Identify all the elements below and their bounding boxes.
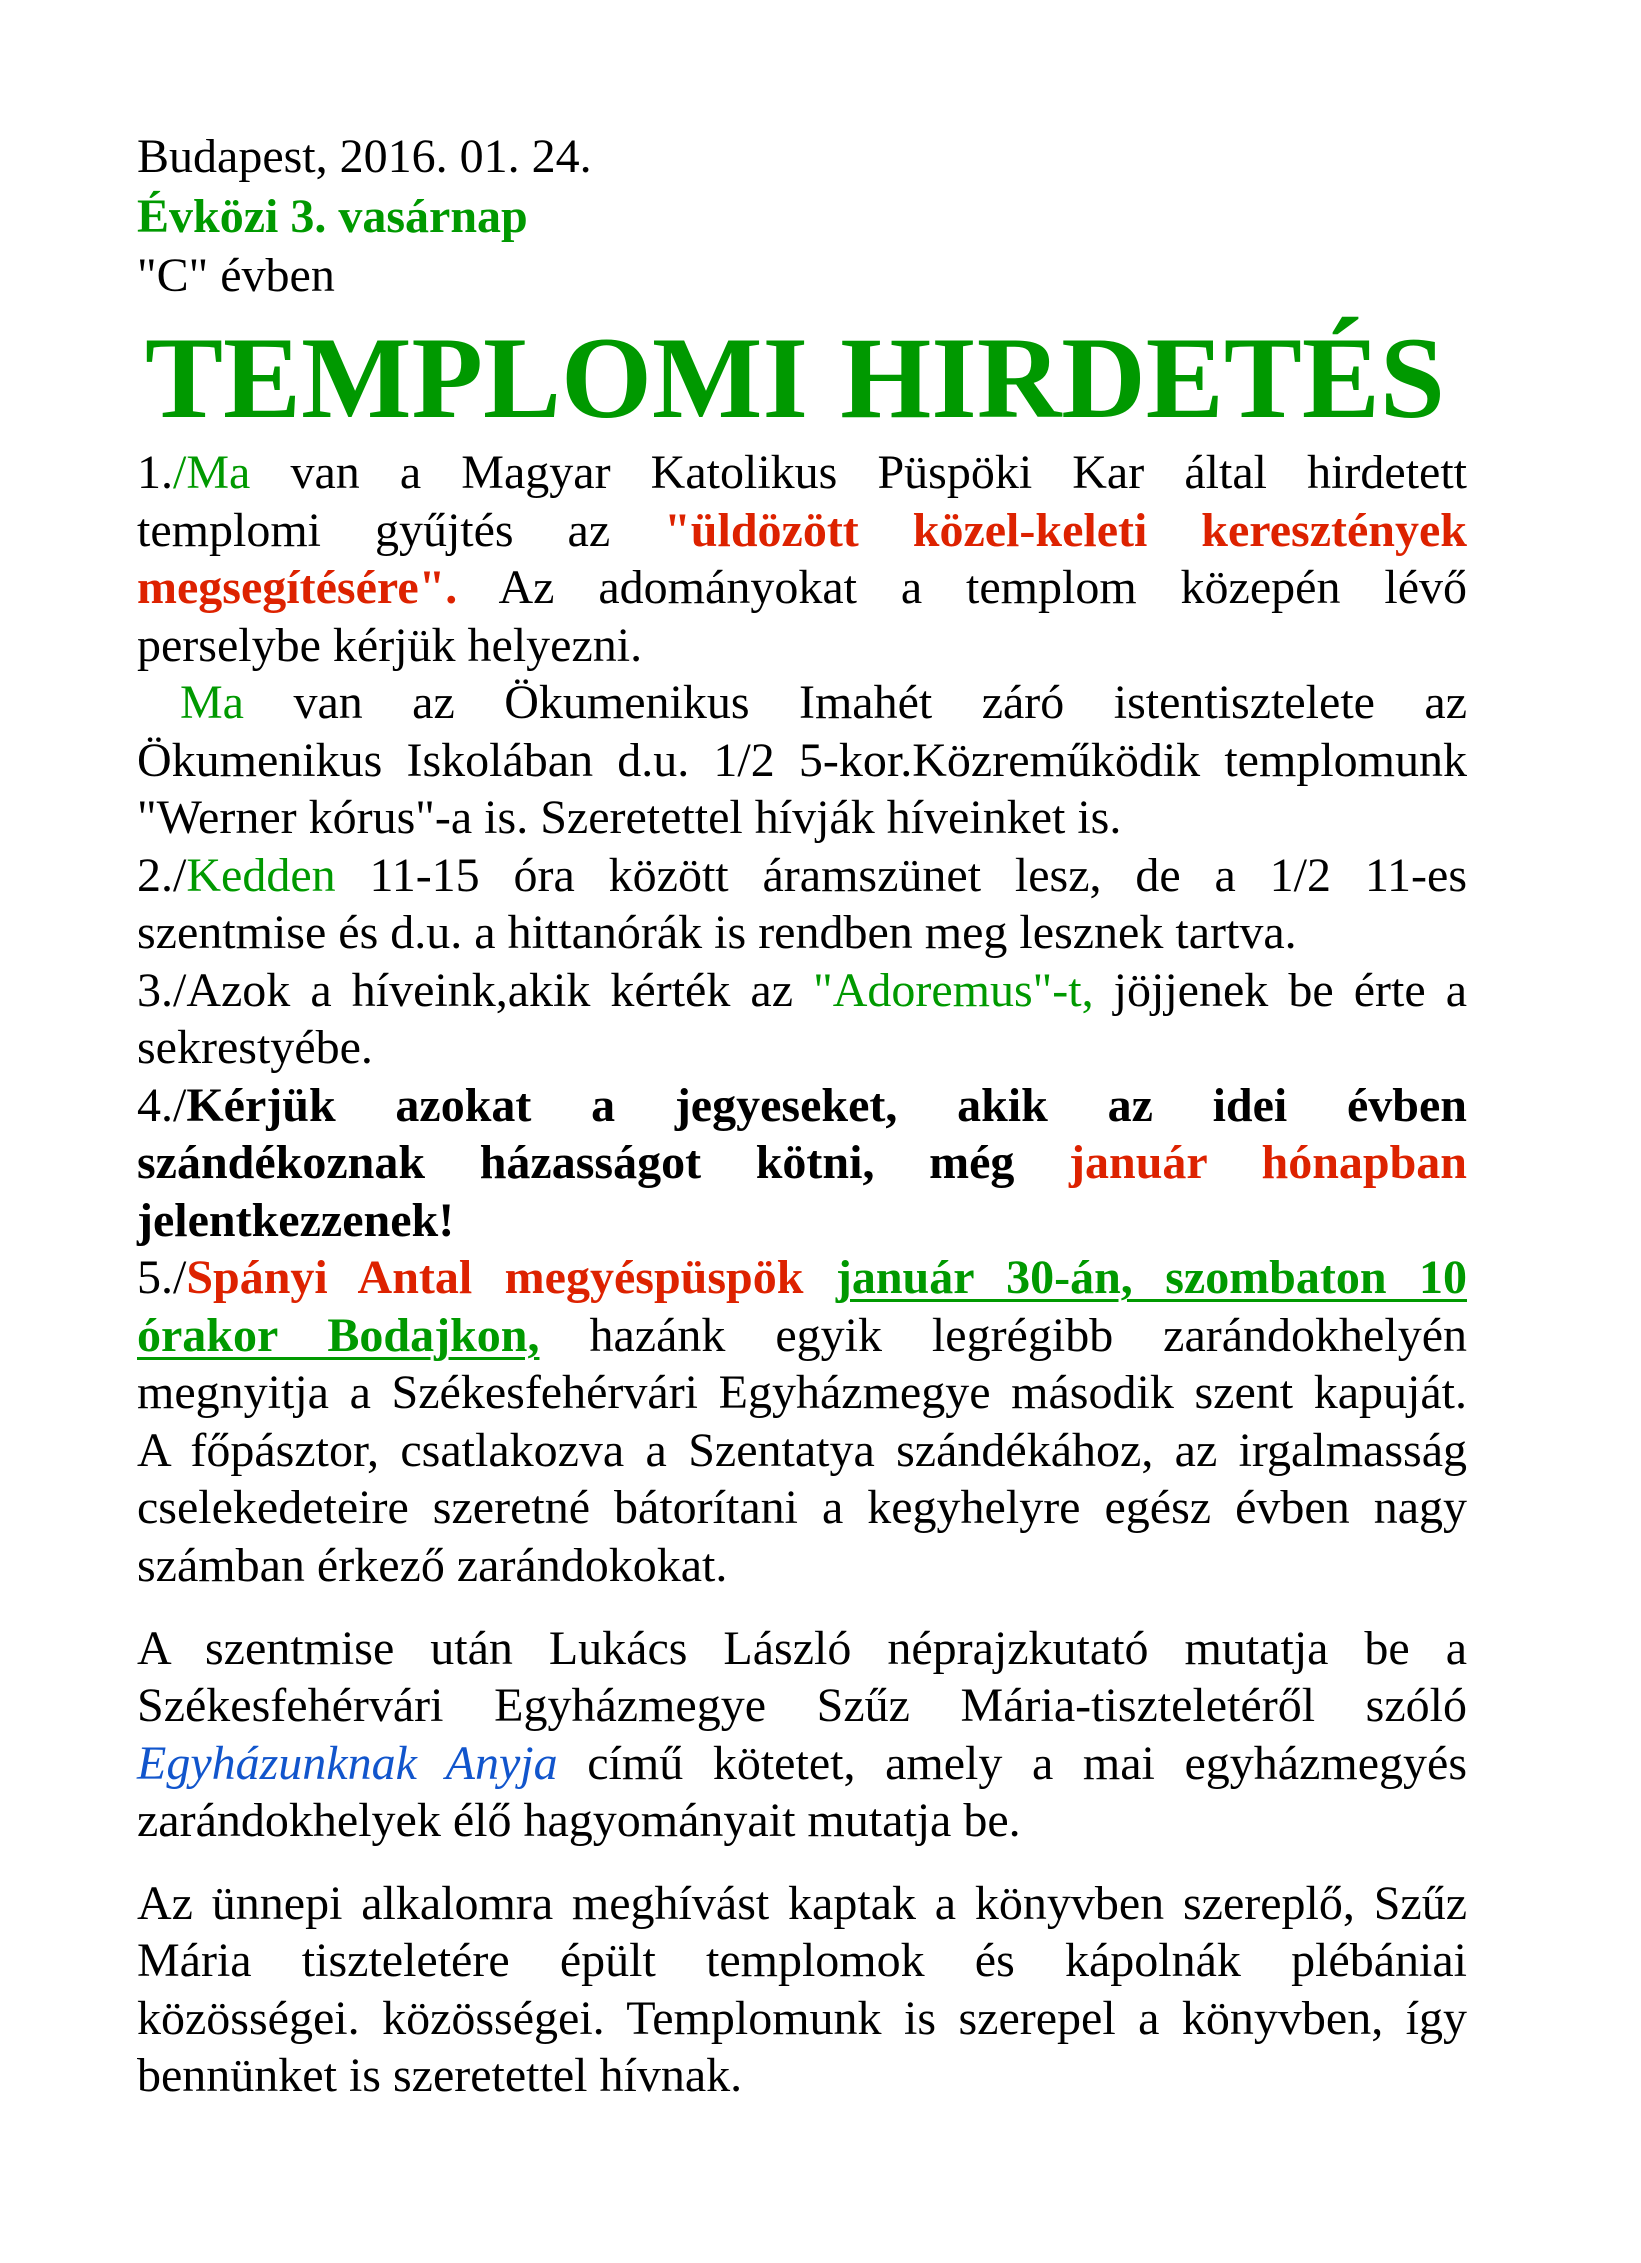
item5-text: hazánk egyik legrégibb zarándokhelyén <box>589 1309 1467 1362</box>
book-title: Egyházunknak Anyja <box>137 1737 558 1790</box>
item1-highlight: "üldözött közel-keleti keresztények <box>664 504 1468 557</box>
item3-line1 <box>137 962 1467 1020</box>
item5-number: 5./ <box>137 1251 187 1304</box>
item1-text: van a Magyar Katolikus Püspöki Kar által hirdetett <box>290 446 1468 499</box>
item5-line5: cselekedeteire szeretné bátorítani a kegyhelyre egész évben nagy <box>137 1481 1467 1534</box>
item1-line7: "Werner kórus"-a is. Szeretettel hívják híveinket is. <box>137 791 1122 844</box>
date-line: Budapest, 2016. 01. 24. <box>137 130 592 183</box>
para6-line3 <box>137 1735 1467 1793</box>
item5-date-link-cont[interactable]: órakor Bodajkon, <box>137 1309 540 1362</box>
item4-text: szándékoznak házasságot kötni, még <box>137 1136 1015 1189</box>
para7-line2: Mária tiszteletére épült templomok és kápolnák plébániai <box>137 1934 1467 1987</box>
item4-line2 <box>137 1134 1467 1192</box>
item1-line1 <box>137 444 1467 502</box>
item5-line6: számban érkező zarándokokat. <box>137 1539 728 1592</box>
para6-line1: A szentmise után Lukács László néprajzkutató mutatja be a <box>137 1622 1467 1675</box>
item1-text: van az Ökumenikus Imahét záró istentisztelete az <box>293 676 1468 729</box>
item2-text: 11-15 óra között áramszünet lesz, de a 1/2 11-es <box>369 849 1467 902</box>
item1-ma: /Ma <box>173 446 251 499</box>
item1-line4: perselybe kérjük helyezni. <box>137 619 643 672</box>
page-title: TEMPLOMI HIRDETÉS <box>145 314 1445 443</box>
item5-line1 <box>137 1249 1467 1307</box>
item1-text: Az adományokat a templom közepén lévő <box>498 561 1467 614</box>
item2-kedden: Kedden <box>186 849 336 902</box>
item1-line6: Ökumenikus Iskolában d.u. 1/2 5-kor.Közreműködik templomunk <box>137 734 1467 787</box>
para6-text: című kötetet, amely a mai egyházmegyés <box>587 1737 1468 1790</box>
item4-month: január hónapban <box>1069 1136 1467 1189</box>
para6-line4: zarándokhelyek élő hagyományait mutatja be. <box>137 1794 1021 1847</box>
item3-text: 3./Azok a híveink,akik kérték az <box>137 964 794 1017</box>
item5-line2 <box>137 1307 1467 1365</box>
liturgical-year-line: "C" évben <box>137 249 335 302</box>
item5-date-link[interactable]: január 30-án, szombaton 10 <box>835 1251 1467 1304</box>
item1-number: 1. <box>137 446 173 499</box>
item1-text: templomi gyűjtés az <box>137 504 611 557</box>
item5-line4: A főpásztor, csatlakozva a Szentatya szándékához, az irgalmasság <box>137 1424 1467 1477</box>
item1-line2 <box>137 502 1467 560</box>
item3-adoremus: "Adoremus"-t, <box>813 964 1094 1017</box>
item1-line5 <box>137 674 1467 732</box>
item4-text: Kérjük azokat a jegyeseket, akik az idei évben <box>186 1079 1467 1132</box>
item1-ma-second: Ma <box>180 676 244 729</box>
item1-line3 <box>137 559 1467 617</box>
item2-number: 2./ <box>137 849 187 902</box>
para6-line2: Székesfehérvári Egyházmegye Szűz Mária-tiszteletéről szóló <box>137 1679 1467 1732</box>
para7-line1: Az ünnepi alkalomra meghívást kaptak a könyvben szereplő, Szűz <box>137 1877 1467 1930</box>
item3-line2: sekrestyébe. <box>137 1021 373 1074</box>
para7-line4: bennünket is szeretettel hívnak. <box>137 2049 743 2102</box>
item5-bishop: Spányi Antal megyéspüspök <box>186 1251 804 1304</box>
item4-line1 <box>137 1077 1467 1135</box>
item4-line3: jelentkezzenek! <box>137 1194 455 1247</box>
sunday-line: Évközi 3. vasárnap <box>137 190 528 243</box>
item5-line3: megnyitja a Székesfehérvári Egyházmegye második szent kapuját. <box>137 1366 1467 1419</box>
item2-line1 <box>137 847 1467 905</box>
item3-text: jöjjenek be érte a <box>1113 964 1468 1017</box>
item4-number: 4./ <box>137 1079 187 1132</box>
para7-line3: közösségei. közösségei. Templomunk is szerepel a könyvben, így <box>137 1992 1467 2045</box>
item2-line2: szentmise és d.u. a hittanórák is rendben meg lesznek tartva. <box>137 906 1297 959</box>
item1-highlight: megsegítésére". <box>137 561 458 614</box>
